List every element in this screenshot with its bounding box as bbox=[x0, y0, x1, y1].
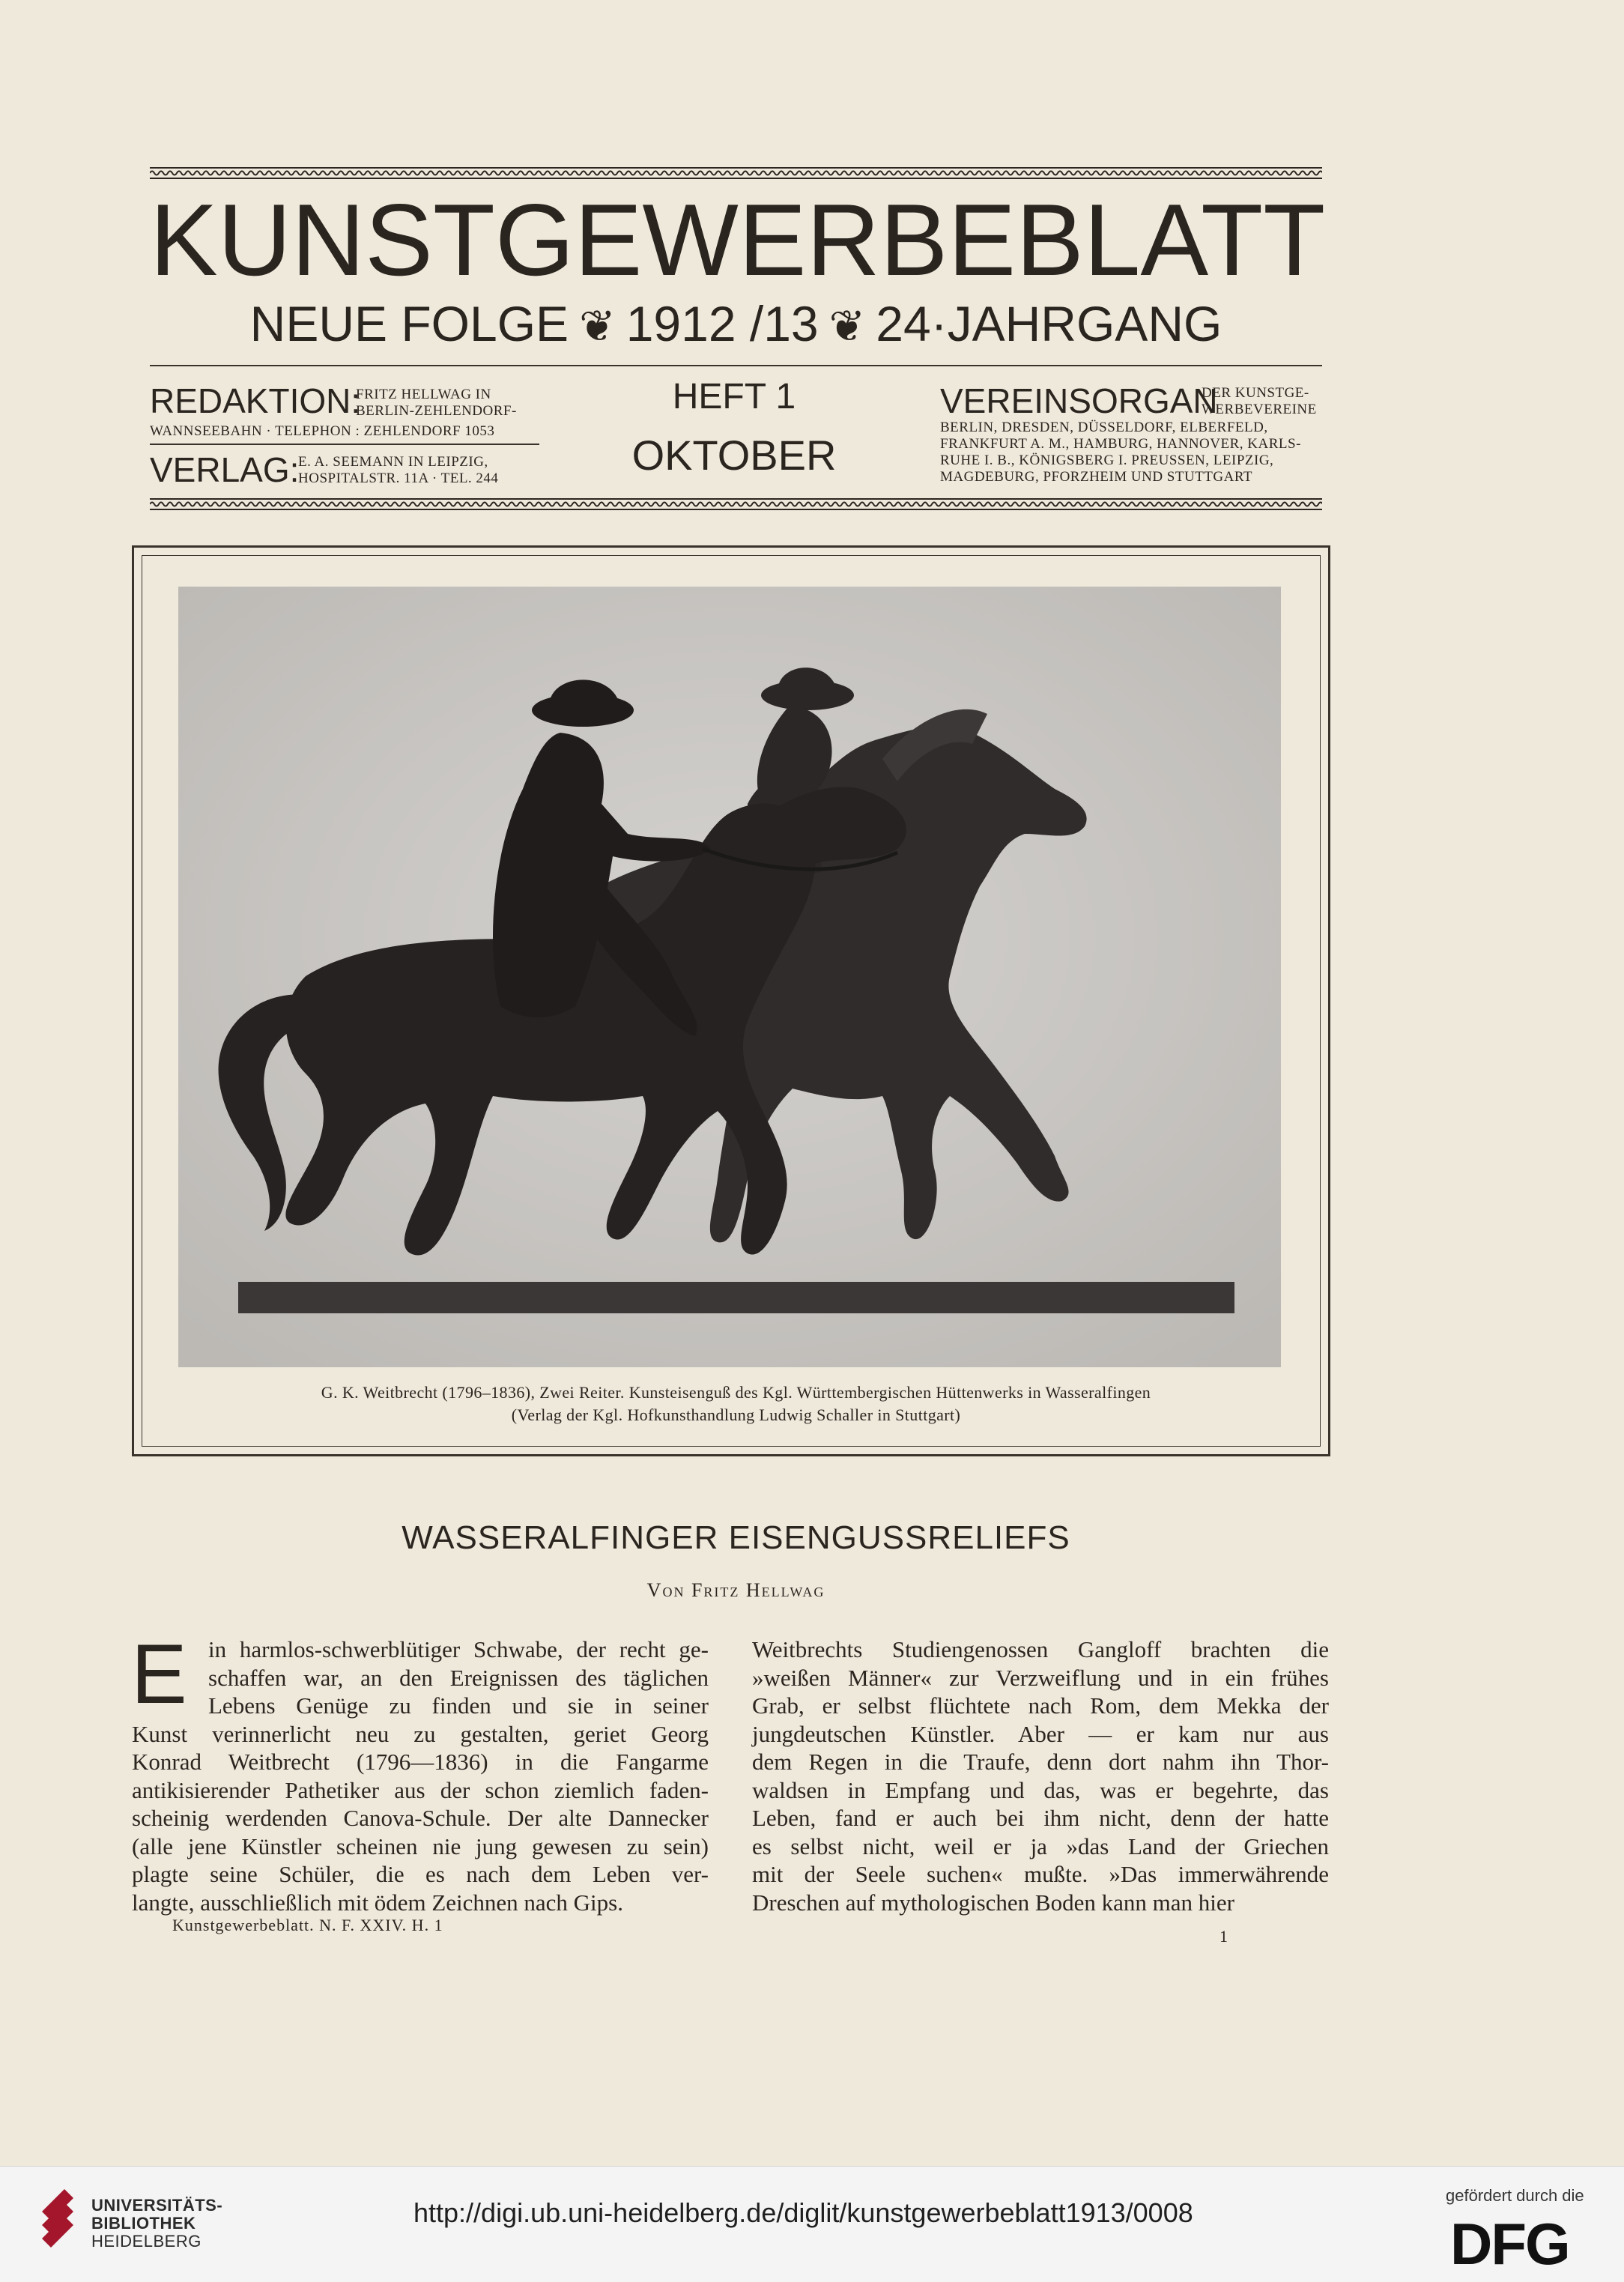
vereinsorgan-line-1: BERLIN, DRESDEN, DÜSSELDORF, ELBERFELD, bbox=[940, 420, 1268, 435]
article-line: schaffen war, an den Ereignissen des täglichen bbox=[208, 1664, 709, 1691]
volume-years: 1912 /13 bbox=[625, 296, 819, 351]
permalink-url[interactable]: http://digi.ub.uni-heidelberg.de/diglit/kunstgewerbeblatt1913/0008 bbox=[413, 2197, 1193, 2228]
jahrgang-label: 24·JAHRGANG bbox=[876, 296, 1222, 351]
article-line: Kunst verinnerlicht neu zu gestalten, geriet Georg bbox=[132, 1720, 709, 1747]
masthead-subtitle bbox=[150, 294, 1322, 354]
article-line: waldsen in Empfang und das, was er begehrte, das bbox=[752, 1776, 1329, 1803]
issue-number: HEFT 1 bbox=[672, 377, 796, 417]
article-byline: Von Fritz Hellwag bbox=[646, 1579, 825, 1601]
running-footer: Kunstgewerbeblatt. N. F. XXIV. H. 1 bbox=[172, 1916, 443, 1934]
article-column-right bbox=[752, 1635, 1329, 1916]
vereinsorgan-line-3: RUHE I. B., KÖNIGSBERG I. PREUSSEN, LEIPZIG, bbox=[940, 453, 1274, 468]
relief-photograph bbox=[178, 587, 1281, 1367]
article-line: langte, ausschließlich mit ödem Zeichnen nach Gips. bbox=[132, 1889, 623, 1916]
page-number: 1 bbox=[1219, 1927, 1228, 1946]
article-line: Konrad Weitbrecht (1796—1836) in die Fangarme bbox=[132, 1749, 709, 1775]
redaktion-line-2: BERLIN-ZEHLENDORF- bbox=[356, 403, 517, 419]
issue-month: OKTOBER bbox=[631, 432, 837, 479]
two-riders-relief-image bbox=[178, 587, 1281, 1367]
university-library-logo-icon bbox=[39, 2186, 82, 2254]
article-title: WASSERALFINGER EISENGUSSRELIEFS bbox=[402, 1519, 1070, 1556]
verlag-line-2: HOSPITALSTR. 11A · TEL. 244 bbox=[298, 470, 499, 486]
ornament-icon: ❦ bbox=[579, 302, 616, 351]
article-line: scheinig werdenden Canova-Schule. Der alte Dannecker bbox=[132, 1805, 709, 1831]
info-divider bbox=[150, 444, 539, 445]
masthead-title: KUNSTGEWERBEBLATT bbox=[150, 183, 1326, 297]
library-line-3: HEIDELBERG bbox=[91, 2232, 202, 2251]
article-line: Leben, fand er auch bei ihm nicht, denn der hatte bbox=[752, 1805, 1329, 1831]
article-line: dem Regen in die Traufe, denn dort nahm ihn Thor- bbox=[752, 1749, 1329, 1775]
article-line: plagte seine Schüler, die es nach dem Leben ver- bbox=[132, 1861, 709, 1887]
article-line: Lebens Genüge zu finden und sie in seiner bbox=[208, 1692, 709, 1719]
masthead-top-border bbox=[150, 166, 1322, 180]
university-library-name bbox=[91, 2197, 222, 2251]
article-line: mit der Seele suchen« mußte. »Das immerwährende bbox=[752, 1861, 1329, 1887]
article-column-left bbox=[131, 1627, 709, 1916]
article-line: (alle jene Künstler scheinen nie jung gewesen zu sein) bbox=[132, 1832, 709, 1859]
verlag-line-1: E. A. SEEMANN IN LEIPZIG, bbox=[298, 454, 488, 470]
dfg-logo: DFG bbox=[1450, 2211, 1569, 2277]
vereinsorgan-line-4: MAGDEBURG, PFORZHEIM UND STUTTGART bbox=[940, 469, 1252, 485]
masthead-bottom-border bbox=[150, 497, 1322, 511]
article-line: »weißen Männer« zur Verzweiflung und in ein frühes bbox=[752, 1664, 1329, 1691]
article-line: Dreschen auf mythologischen Boden kann man hier bbox=[752, 1889, 1234, 1916]
figure-caption-line-1: G. K. Weitbrecht (1796–1836), Zwei Reiter. Kunsteisenguß des Kgl. Württembergischen Hüttenwerks in Wasseralfingen bbox=[321, 1383, 1151, 1402]
masthead-divider bbox=[150, 365, 1322, 366]
vereinsorgan-label: VEREINSORGAN bbox=[940, 381, 1218, 420]
verlag-label: VERLAG: bbox=[150, 450, 300, 489]
article-line: antikisierender Pathetiker aus der schon ziemlich faden- bbox=[132, 1776, 709, 1803]
article-line: Grab, er selbst flüchtete nach Rom, dem Mekka der bbox=[752, 1692, 1329, 1719]
redaktion-line-1: FRITZ HELLWAG IN bbox=[356, 387, 491, 402]
vereinsorgan-line-2: FRANKFURT A. M., HAMBURG, HANNOVER, KARLS- bbox=[940, 436, 1301, 452]
article-line: in harmlos-schwerblütiger Schwabe, der recht ge- bbox=[208, 1636, 709, 1662]
editorial-info bbox=[150, 381, 539, 489]
article-line: jungdeutschen Künstler. Aber — er kam nur aus bbox=[752, 1720, 1329, 1747]
library-line-1: UNIVERSITÄTS- bbox=[91, 2196, 223, 2215]
redaktion-line-3: WANNSEEBAHN · TELEPHON : ZEHLENDORF 1053 bbox=[150, 423, 495, 439]
article-line: Weitbrechts Studiengenossen Gangloff brachten die bbox=[752, 1636, 1329, 1662]
neue-folge-label: NEUE FOLGE bbox=[249, 296, 569, 351]
ornament-icon: ❦ bbox=[828, 302, 866, 351]
vereinsorgan-info bbox=[940, 381, 1324, 485]
drop-cap: E bbox=[131, 1627, 187, 1721]
library-line-2: BIBLIOTHEK bbox=[91, 2214, 196, 2233]
vereinsorgan-right-1: DER KUNSTGE- bbox=[1202, 385, 1309, 401]
figure-caption-line-2: (Verlag der Kgl. Hofkunsthandlung Ludwig Schaller in Stuttgart) bbox=[511, 1405, 961, 1424]
article-line: es selbst nicht, weil er ja »das Land der Griechen bbox=[752, 1832, 1329, 1859]
redaktion-label: REDAKTION: bbox=[150, 381, 361, 420]
issue-info bbox=[539, 375, 929, 487]
funding-label: gefördert durch die bbox=[1446, 2186, 1584, 2205]
vereinsorgan-right-2: WERBEVEREINE bbox=[1202, 402, 1317, 417]
